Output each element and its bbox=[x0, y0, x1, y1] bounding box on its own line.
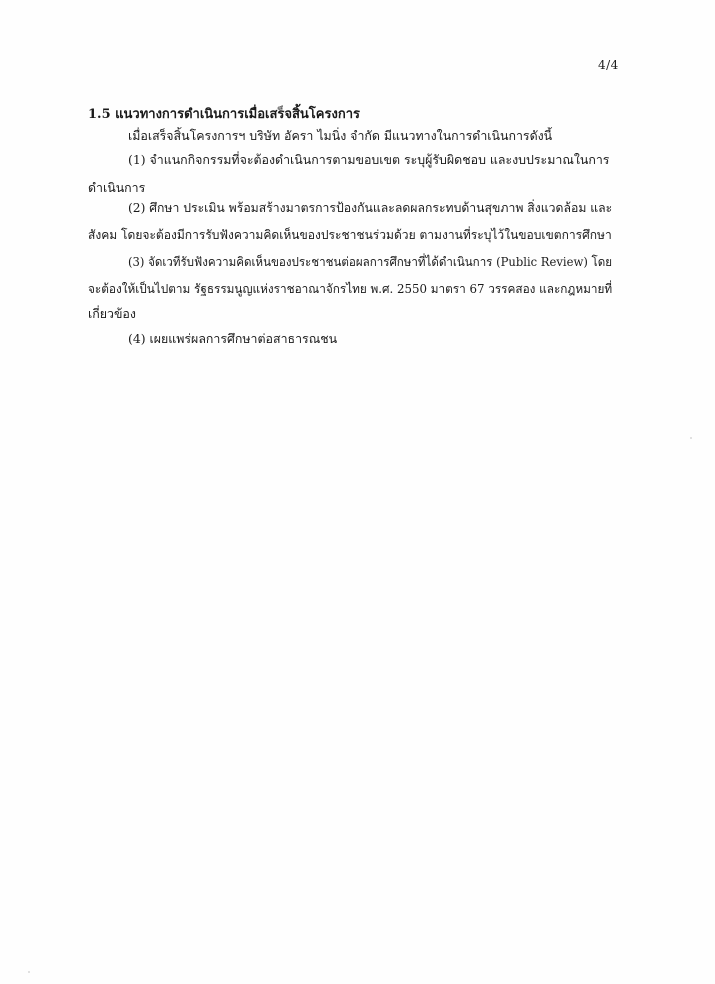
scan-speck bbox=[690, 437, 692, 439]
scan-speck bbox=[28, 971, 30, 973]
item-1-line-2: ดำเนินการ bbox=[88, 180, 146, 195]
item-4-line-1: (4) เผยแพร่ผลการศึกษาต่อสาธารณชน bbox=[128, 331, 338, 346]
page-number: 4/4 bbox=[598, 58, 619, 72]
section-intro: เมื่อเสร็จสิ้นโครงการฯ บริษัท อัครา ไมนิ่ง จำกัด มีแนวทางในการดำเนินการดังนี้ bbox=[128, 128, 553, 143]
item-2-line-1: (2) ศึกษา ประเมิน พร้อมสร้างมาตรการป้องกันและลดผลกระทบด้านสุขภาพ สิ่งแวดล้อม และ bbox=[128, 200, 613, 215]
item-3-line-2: จะต้องให้เป็นไปตาม รัฐธรรมนูญแห่งราชอาณาจักรไทย พ.ศ. 2550 มาตรา 67 วรรคสอง และกฎหมายที่ bbox=[88, 281, 613, 296]
item-3-line-1: (3) จัดเวทีรับฟังความคิดเห็นของประชาชนต่อผลการศึกษาที่ได้ดำเนินการ (Public Review) โดย bbox=[128, 254, 613, 269]
item-3-line-3: เกี่ยวข้อง bbox=[88, 306, 136, 321]
item-1-line-1: (1) จำแนกกิจกรรมที่จะต้องดำเนินการตามขอบเขต ระบุผู้รับผิดชอบ และงบประมาณในการ bbox=[128, 152, 610, 167]
section-heading: 1.5 แนวทางการดำเนินการเมื่อเสร็จสิ้นโครงการ bbox=[88, 107, 360, 122]
item-2-line-2: สังคม โดยจะต้องมีการรับฟังความคิดเห็นของประชาชนร่วมด้วย ตามงานที่ระบุไว้ในขอบเขตการศึกษา bbox=[88, 227, 612, 242]
